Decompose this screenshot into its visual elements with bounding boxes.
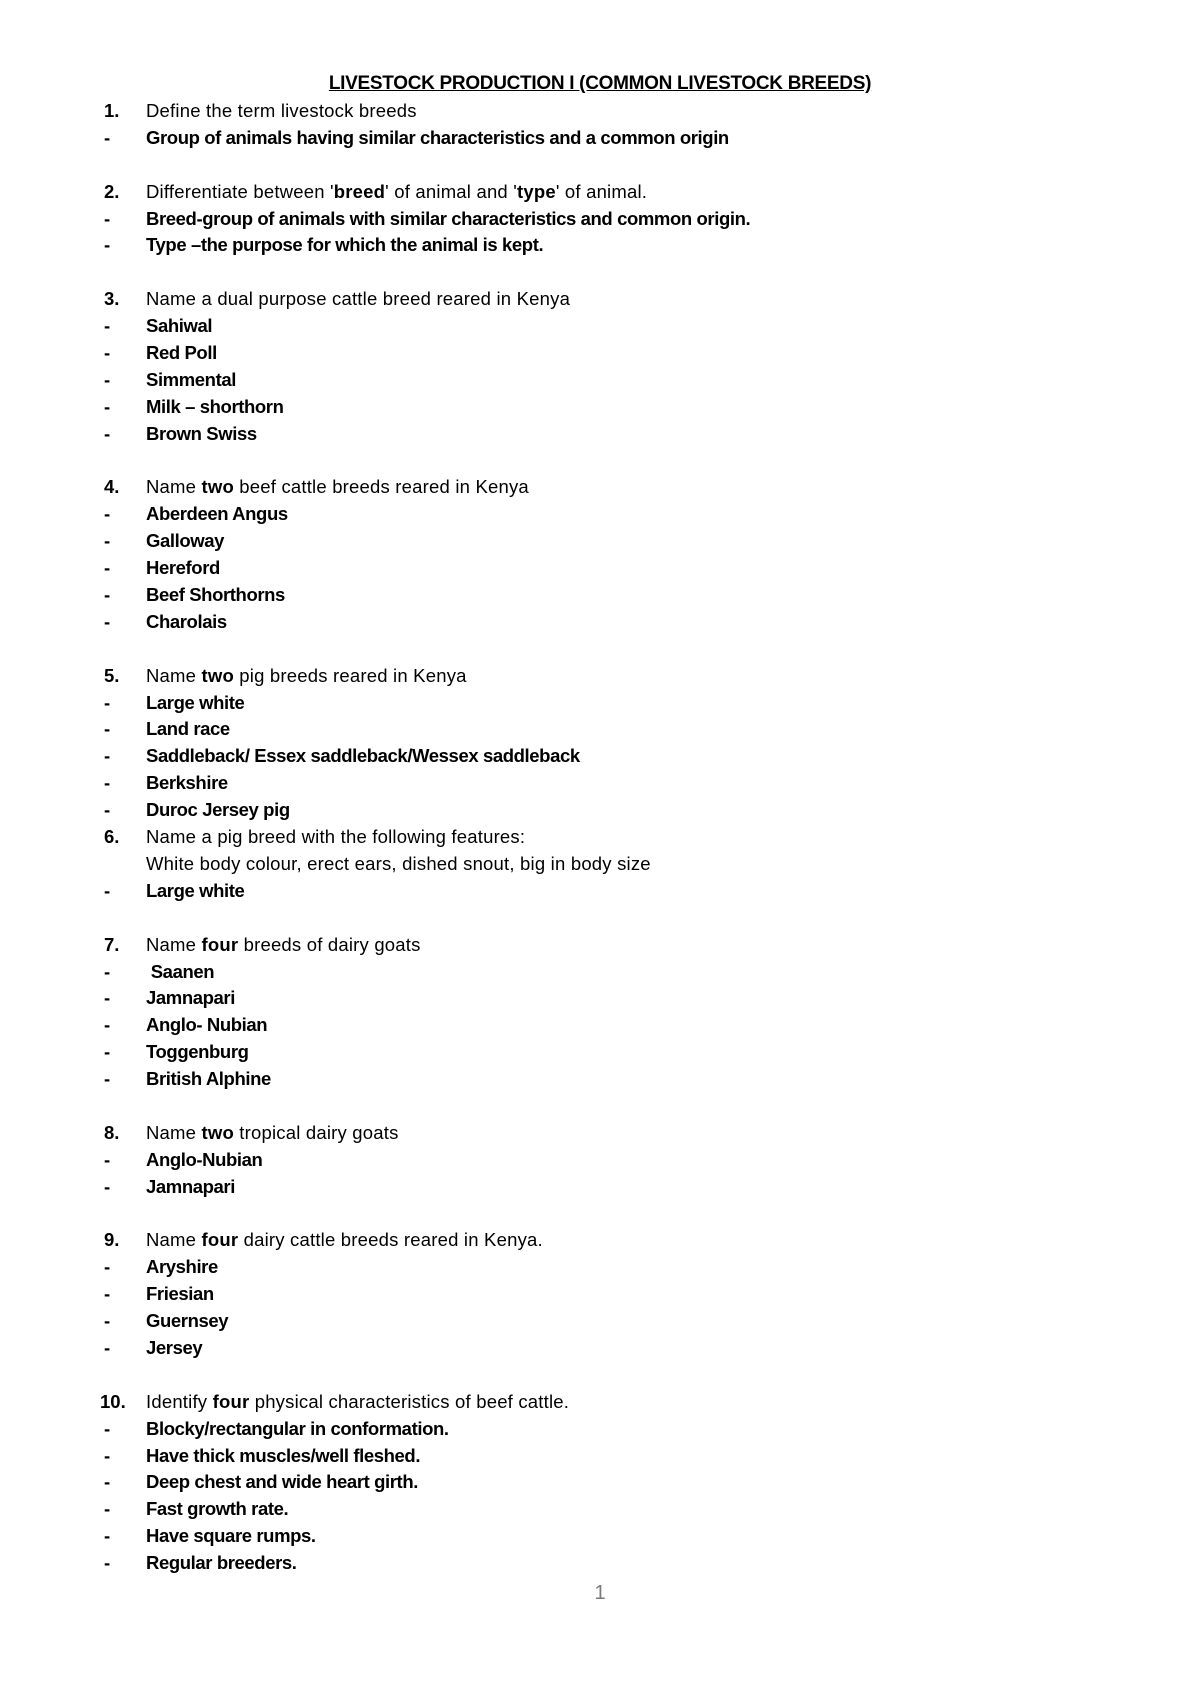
answer-text: Anglo- Nubian	[146, 1014, 268, 1036]
answer-line	[104, 1174, 1104, 1201]
bullet-dash: -	[104, 745, 111, 767]
answer-line	[104, 985, 1104, 1012]
answer-line	[104, 716, 1104, 743]
answer-line	[104, 743, 1104, 770]
answer-text: Friesian	[146, 1283, 214, 1305]
bullet-dash: -	[104, 610, 111, 632]
answer-line	[104, 770, 1104, 797]
answer-text: Saanen	[146, 960, 215, 982]
question-line	[100, 1389, 1104, 1416]
answer-line	[104, 609, 1104, 636]
question-text-part: Name	[146, 933, 202, 955]
question-text	[146, 1122, 399, 1143]
bullet-dash: -	[104, 126, 111, 148]
emphasized-word: four	[212, 1390, 250, 1412]
bullet-dash: -	[104, 395, 111, 417]
answer-line	[104, 501, 1104, 528]
answer-text: Brown Swiss	[146, 422, 257, 444]
answer-line	[104, 1308, 1104, 1335]
answer-text: Jersey	[146, 1336, 203, 1358]
question-text-part: tropical dairy goats	[233, 1121, 399, 1143]
answer-text: Guernsey	[146, 1310, 229, 1332]
bullet-dash: -	[104, 207, 111, 229]
bullet-dash: -	[104, 422, 111, 444]
answer-line	[104, 1550, 1104, 1577]
bullet-dash: -	[104, 1041, 111, 1063]
answer-line	[104, 1496, 1104, 1523]
question-text-part: breeds of dairy goats	[238, 933, 421, 955]
blank-line	[104, 152, 1104, 179]
answer-line	[104, 1039, 1104, 1066]
emphasized-word: two	[201, 1121, 234, 1143]
answer-text: Toggenburg	[146, 1041, 249, 1063]
bullet-dash: -	[104, 879, 111, 901]
emphasized-word: breed	[333, 180, 386, 202]
answer-text: Charolais	[146, 610, 227, 632]
question-text-part: pig breeds reared in Kenya	[233, 664, 467, 686]
question-text	[146, 181, 647, 202]
question-line	[104, 474, 1104, 501]
question-text-part: Differentiate between '	[146, 180, 334, 202]
bullet-dash: -	[104, 1310, 111, 1332]
question-line	[104, 663, 1104, 690]
bullet-dash: -	[104, 584, 111, 606]
bullet-dash: -	[104, 772, 111, 794]
answer-text: Have square rumps.	[146, 1525, 316, 1547]
bullet-dash: -	[104, 1471, 111, 1493]
question-text-part: ' of animal and '	[385, 180, 517, 202]
question-text	[146, 665, 467, 686]
answer-text: Berkshire	[146, 772, 228, 794]
answer-text: Milk – shorthorn	[146, 395, 284, 417]
blank-line	[104, 1362, 1104, 1389]
answer-text: Type –the purpose for which the animal is kept.	[146, 234, 544, 256]
answer-line	[104, 1012, 1104, 1039]
answer-text: Group of animals having similar characteristics and a common origin	[146, 126, 729, 148]
question-text	[146, 826, 525, 847]
question-number: 3.	[104, 288, 120, 310]
bullet-dash: -	[104, 960, 111, 982]
question-text-part: beef cattle breeds reared in Kenya	[233, 476, 529, 498]
answer-text: Red Poll	[146, 342, 217, 364]
answer-line	[104, 1066, 1104, 1093]
bullet-dash: -	[104, 342, 111, 364]
question-text-part: Name a pig breed with the following features:	[146, 826, 526, 848]
emphasized-word: two	[201, 476, 234, 498]
question-number: 4.	[104, 476, 120, 498]
bullet-dash: -	[104, 691, 111, 713]
question-text-part: Name a dual purpose cattle breed reared in Kenya	[146, 288, 571, 310]
answer-text: Large white	[146, 879, 245, 901]
answer-line	[104, 1469, 1104, 1496]
answer-line	[104, 1335, 1104, 1362]
question-number: 2.	[104, 180, 120, 202]
bullet-dash: -	[104, 1552, 111, 1574]
bullet-dash: -	[104, 503, 111, 525]
question-list	[100, 98, 1104, 1577]
answer-line	[104, 421, 1104, 448]
question-line	[104, 1227, 1104, 1254]
blank-line	[104, 1093, 1104, 1120]
answer-line	[104, 1523, 1104, 1550]
answer-line	[104, 367, 1104, 394]
question-number: 10.	[100, 1390, 126, 1412]
blank-line	[104, 259, 1104, 286]
answer-line	[104, 313, 1104, 340]
answer-line	[104, 690, 1104, 717]
blank-line	[104, 636, 1104, 663]
answer-text: Blocky/rectangular in conformation.	[146, 1417, 449, 1439]
bullet-dash: -	[104, 234, 111, 256]
question-text-part: Name	[146, 664, 202, 686]
bullet-dash: -	[104, 557, 111, 579]
question-line	[104, 98, 1104, 125]
question-number: 1.	[104, 100, 120, 121]
emphasized-word: two	[201, 664, 234, 686]
bullet-dash: -	[104, 1068, 111, 1090]
question-line	[104, 932, 1104, 959]
question-text	[146, 934, 421, 955]
answer-line	[104, 1416, 1104, 1443]
question-text-part: Define the term livestock breeds	[146, 100, 417, 121]
answer-line	[104, 959, 1104, 986]
blank-line	[104, 1201, 1104, 1228]
answer-text: Duroc Jersey pig	[146, 799, 290, 821]
question-text	[146, 100, 417, 121]
answer-text: Regular breeders.	[146, 1552, 297, 1574]
answer-line	[104, 1443, 1104, 1470]
question-text	[146, 476, 529, 497]
answer-text: Hereford	[146, 557, 220, 579]
answer-line	[104, 206, 1104, 233]
answer-text: Aberdeen Angus	[146, 503, 288, 525]
document-title: LIVESTOCK PRODUCTION I (COMMON LIVESTOCK BREEDS)	[328, 73, 872, 94]
emphasized-word: four	[201, 933, 239, 955]
answer-line	[104, 528, 1104, 555]
answer-line	[104, 797, 1104, 824]
answer-line	[104, 1147, 1104, 1174]
answer-line	[104, 878, 1104, 905]
bullet-dash: -	[104, 1336, 111, 1358]
blank-line	[104, 905, 1104, 932]
question-line	[104, 286, 1104, 313]
bullet-dash: -	[104, 1498, 111, 1520]
question-number: 7.	[104, 933, 120, 955]
answer-text: Land race	[146, 718, 230, 740]
answer-line	[104, 125, 1104, 152]
question-text-part: Name	[146, 476, 202, 498]
answer-line	[104, 232, 1104, 259]
answer-text: Simmental	[146, 368, 236, 390]
question-text	[146, 1391, 569, 1412]
answer-text: Have thick muscles/well fleshed.	[146, 1444, 421, 1466]
answer-text: Aryshire	[146, 1256, 218, 1278]
question-text-part: physical characteristics of beef cattle.	[249, 1390, 570, 1412]
question-text	[146, 1229, 543, 1250]
bullet-dash: -	[104, 1256, 111, 1278]
bullet-dash: -	[104, 1283, 111, 1305]
answer-text: Galloway	[146, 530, 225, 552]
question-text-part: Name	[146, 1229, 202, 1251]
answer-text: Saddleback/ Essex saddleback/Wessex saddleback	[146, 745, 580, 767]
question-number: 5.	[104, 664, 120, 686]
answer-line	[104, 1281, 1104, 1308]
question-number: 8.	[104, 1121, 120, 1143]
question-line	[104, 179, 1104, 206]
question-line	[104, 1120, 1104, 1147]
question-number: 6.	[104, 826, 120, 848]
question-continuation-text: White body colour, erect ears, dished snout, big in body size	[146, 852, 651, 874]
bullet-dash: -	[104, 1525, 111, 1547]
bullet-dash: -	[104, 1148, 111, 1170]
bullet-dash: -	[104, 315, 111, 337]
question-text	[146, 288, 570, 309]
answer-text: Anglo-Nubian	[146, 1148, 263, 1170]
answer-text: Fast growth rate.	[146, 1498, 289, 1520]
blank-line	[104, 448, 1104, 475]
answer-text: Deep chest and wide heart girth.	[146, 1471, 418, 1493]
bullet-dash: -	[104, 799, 111, 821]
question-text-part: ' of animal.	[555, 180, 648, 202]
page-number: 1	[594, 1582, 606, 1604]
bullet-dash: -	[104, 530, 111, 552]
answer-line	[104, 582, 1104, 609]
answer-text: Sahiwal	[146, 315, 213, 337]
answer-text: Jamnapari	[146, 1175, 235, 1197]
answer-text: British Alphine	[146, 1068, 271, 1090]
bullet-dash: -	[104, 1417, 111, 1439]
answer-line	[104, 1254, 1104, 1281]
answer-text: Large white	[146, 691, 245, 713]
question-line	[104, 824, 1104, 851]
answer-line	[104, 555, 1104, 582]
emphasized-word: four	[201, 1229, 239, 1251]
emphasized-word: type	[517, 180, 556, 202]
answer-text: Breed-group of animals with similar characteristics and common origin.	[146, 207, 751, 229]
answer-line	[104, 394, 1104, 421]
bullet-dash: -	[104, 987, 111, 1009]
answer-line	[104, 340, 1104, 367]
answer-text: Beef Shorthorns	[146, 584, 285, 606]
question-continuation-line	[104, 851, 1104, 878]
question-number: 9.	[104, 1229, 120, 1251]
question-text-part: Name	[146, 1121, 202, 1143]
bullet-dash: -	[104, 718, 111, 740]
bullet-dash: -	[104, 1444, 111, 1466]
bullet-dash: -	[104, 1175, 111, 1197]
answer-text: Jamnapari	[146, 987, 235, 1009]
bullet-dash: -	[104, 368, 111, 390]
bullet-dash: -	[104, 1014, 111, 1036]
question-text-part: Identify	[146, 1390, 213, 1412]
question-text-part: dairy cattle breeds reared in Kenya.	[238, 1229, 543, 1251]
